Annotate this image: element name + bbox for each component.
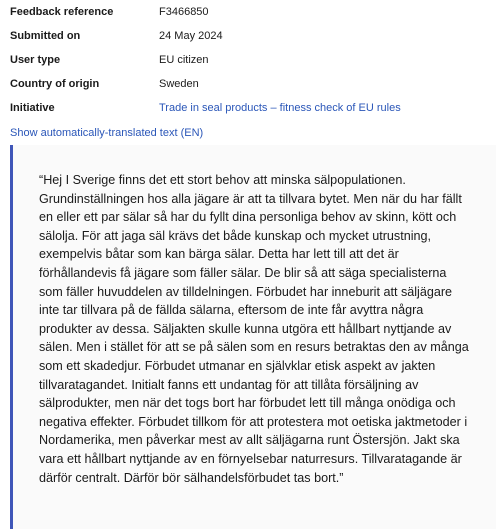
show-translation-link[interactable]: Show automatically-translated text (EN) (10, 127, 204, 139)
detail-row-feedback-reference (0, 0, 502, 24)
detail-label: Initiative (10, 102, 55, 114)
feedback-reference-value: F3466850 (159, 6, 209, 18)
detail-row-country-of-origin (0, 72, 502, 96)
initiative-link[interactable]: Trade in seal products – fitness check of EU rules (159, 102, 401, 114)
feedback-quote-box (10, 145, 496, 529)
country-of-origin-value: Sweden (159, 78, 199, 90)
detail-label: Feedback reference (10, 6, 114, 18)
feedback-text: “Hej I Sverige finns det ett stort behov att minska sälpopulationen. Grundinställningen hos alla jägare är att ta tillvara bytet. Men när du har fällt en eller ett par sälar så har du fyllt dina personliga behov av skinn, kött och sälolja. För att jaga säl krävs det både kunskap och mycket utrustning, exempelvis båtar som kan bärga sälar. Detta har lett till att det är förhållandevis få jägare som fäller sälar. De blir så att säga specialisterna som fäller huvuddelen av tilldelningen. Förbudet har inneburit att säljägare inte tar tillvara på de fällda sälarna, eftersom de inte får avyttra några produkter av dessa. Säljakten skulle kunna utgöra ett hållbart nyttjande av sälen. Men i stället för att se på sälen som en resurs betraktas den av många som ett skadedjur. Förbudet utmanar en självklar etisk aspekt av jakten tillvaratagandet. Initialt fanns ett undantag för att tillåta försäljning av sälprodukter, men när det togs bort har förbudet lett till många onödiga och negativa effekter. Förbudet tillkom för att protestera mot oetiska jaktmetoder i Nordamerika, men påverkar mest av allt säljägarna runt Östersjön. Jakt ska vara ett hållbart nyttjande av en förnyelsebar naturresurs. Tillvaratagande är därför centralt. Därför bör sälhandelsförbudet tas bort.” (39, 173, 469, 485)
detail-label: Country of origin (10, 78, 100, 90)
detail-label: User type (10, 54, 61, 66)
detail-label: Submitted on (10, 30, 81, 42)
user-type-value: EU citizen (159, 54, 209, 66)
detail-row-initiative (0, 96, 502, 120)
detail-row-user-type (0, 48, 502, 72)
detail-row-submitted-on (0, 24, 502, 48)
feedback-details (0, 0, 502, 120)
submitted-on-value: 24 May 2024 (159, 30, 223, 42)
